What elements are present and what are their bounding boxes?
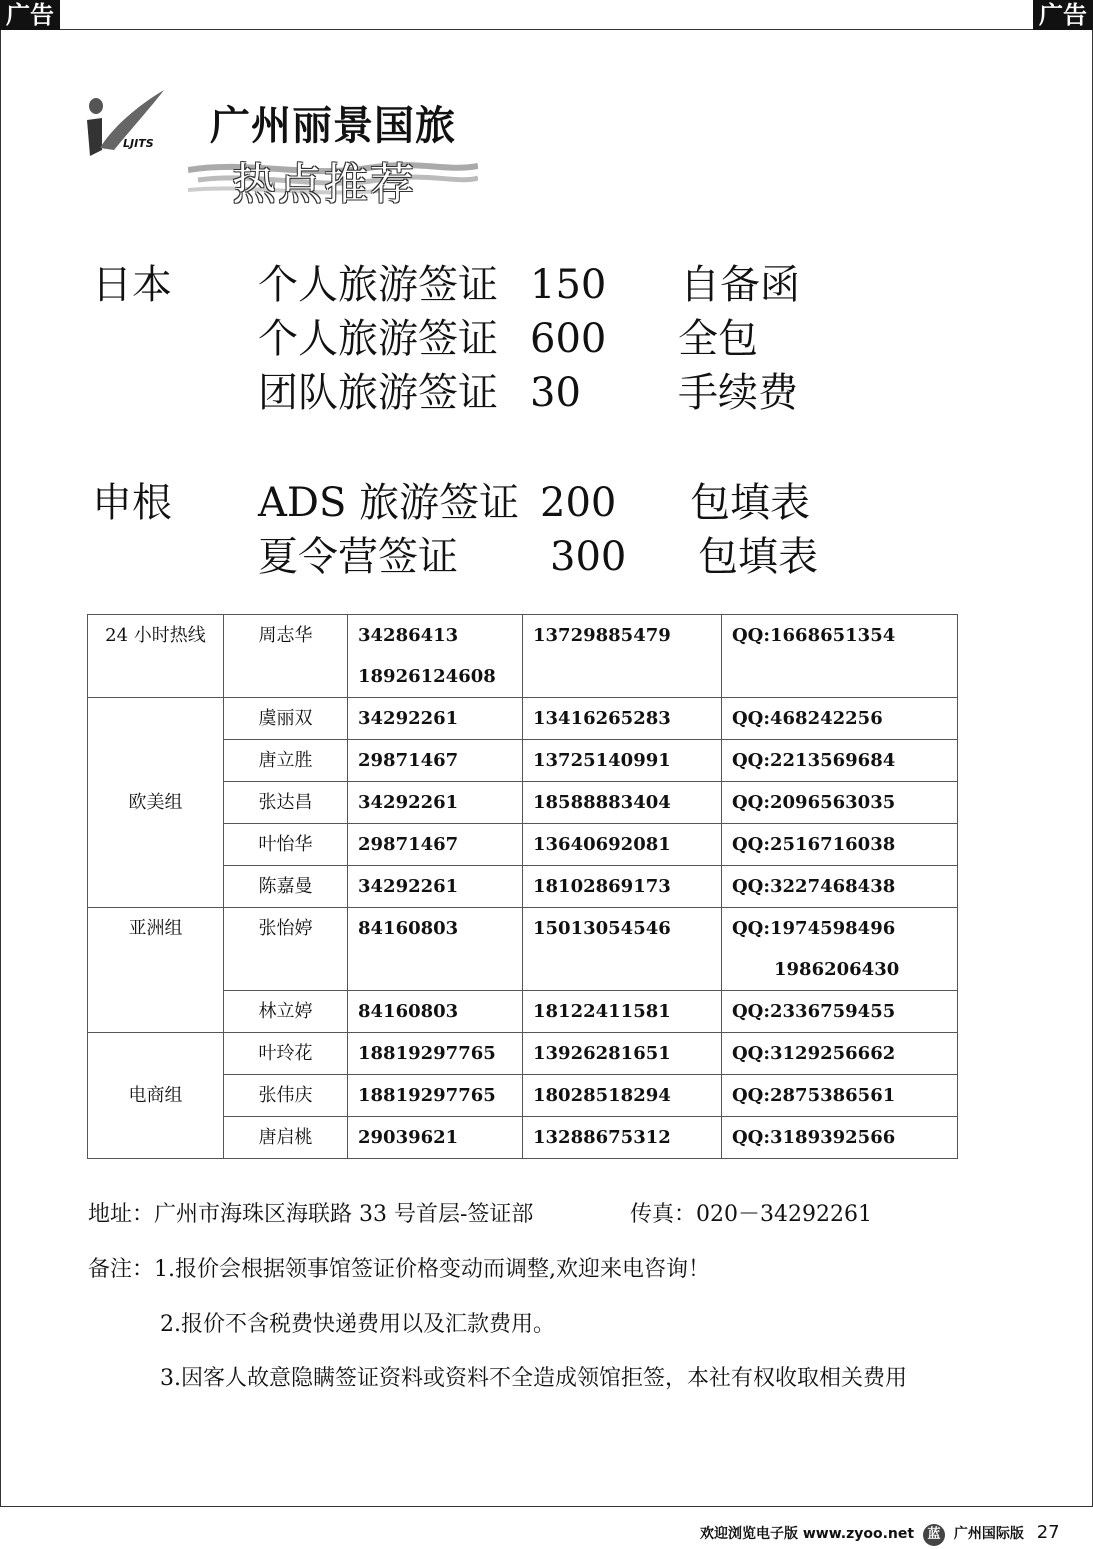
contact-name: 唐启桃: [224, 1117, 348, 1159]
contact-qq: QQ:2096563035: [722, 782, 958, 824]
contact-qq: QQ:1668651354: [722, 615, 958, 698]
note-2: 2.报价不含税费快递费用以及汇款费用。: [160, 1312, 555, 1337]
japan-price-3: 30: [530, 370, 581, 416]
contact-mobile: 18588883404: [523, 782, 722, 824]
schengen-note-2: 包填表: [698, 534, 818, 580]
contact-mobile: 13729885479: [523, 615, 722, 698]
contact-mobile: 13288675312: [523, 1117, 722, 1159]
contact-qq: QQ:2875386561: [722, 1075, 958, 1117]
contact-name: 叶玲花: [224, 1033, 348, 1075]
contact-name: 周志华: [224, 615, 348, 698]
japan-price-2: 600: [530, 316, 607, 362]
contact-name: 唐立胜: [224, 740, 348, 782]
group-asia: 亚洲组: [88, 908, 224, 1033]
footer-edition: 广州国际版: [953, 1526, 1024, 1542]
contact-qq: QQ:2516716038: [722, 824, 958, 866]
contact-phone: 34286413 18926124608: [348, 615, 523, 698]
table-row: [88, 1033, 958, 1075]
japan-item-1: 个人旅游签证: [258, 262, 498, 308]
contact-mobile: 18028518294: [523, 1075, 722, 1117]
japan-price-1: 150: [530, 262, 607, 308]
table-row: [88, 615, 958, 698]
table-row: [88, 698, 958, 740]
contact-phone: 29039621: [348, 1117, 523, 1159]
contact-mobile: 18102869173: [523, 866, 722, 908]
page-footer: [700, 1522, 1060, 1546]
company-name: 广州丽景国旅: [210, 103, 456, 149]
schengen-price-1: 200: [540, 480, 617, 526]
ad-tag-right: 广告: [1033, 0, 1093, 30]
contact-name: 虞丽双: [224, 698, 348, 740]
footer-badge-icon: 蓝: [923, 1524, 945, 1546]
contact-mobile: 13416265283: [523, 698, 722, 740]
note-1: 备注：1.报价会根据领事馆签证价格变动而调整,欢迎来电咨询！: [88, 1257, 710, 1282]
table-row: [88, 908, 958, 991]
contact-phone: 29871467: [348, 824, 523, 866]
logo-text: LJITS: [123, 137, 154, 150]
contact-mobile: 15013054546: [523, 908, 722, 991]
contacts-table: [87, 614, 958, 1159]
contact-phone: 34292261: [348, 782, 523, 824]
country-japan: 日本: [92, 262, 172, 308]
contact-name: 张伟庆: [224, 1075, 348, 1117]
contact-qq: QQ:3227468438: [722, 866, 958, 908]
ad-tag-left: 广告: [0, 0, 60, 30]
japan-note-1: 自备函: [680, 262, 800, 308]
contact-phone: 84160803: [348, 908, 523, 991]
contact-qq: QQ:468242256: [722, 698, 958, 740]
contact-phone: 18819297765: [348, 1033, 523, 1075]
contact-phone: 18819297765: [348, 1075, 523, 1117]
schengen-item-2: 夏令营签证: [258, 534, 458, 580]
contact-name: 陈嘉曼: [224, 866, 348, 908]
schengen-price-2: 300: [550, 534, 627, 580]
footer-website-text: 欢迎浏览电子版 www.zyoo.net: [700, 1526, 915, 1542]
slogan-text: 热点推荐: [232, 159, 416, 210]
country-schengen: 申根: [92, 480, 172, 526]
page-number: 27: [1036, 1522, 1060, 1543]
contact-name: 张达昌: [224, 782, 348, 824]
contact-qq: QQ:1974598496 1986206430: [722, 908, 958, 991]
contact-phone: 84160803: [348, 991, 523, 1033]
contact-mobile: 13725140991: [523, 740, 722, 782]
address-text: 地址：广州市海珠区海联路 33 号首层-签证部: [88, 1202, 534, 1227]
contact-qq: QQ:2213569684: [722, 740, 958, 782]
contact-mobile: 13926281651: [523, 1033, 722, 1075]
contact-phone: 34292261: [348, 698, 523, 740]
japan-note-3: 手续费: [678, 370, 798, 416]
contact-qq: QQ:3189392566: [722, 1117, 958, 1159]
group-europe: 欧美组: [88, 698, 224, 908]
contact-name: 张怡婷: [224, 908, 348, 991]
group-ecommerce: 电商组: [88, 1033, 224, 1159]
contact-qq: QQ:3129256662: [722, 1033, 958, 1075]
japan-item-3: 团队旅游签证: [258, 370, 498, 416]
schengen-note-1: 包填表: [690, 480, 810, 526]
contact-phone: 34292261: [348, 866, 523, 908]
contact-name: 林立婷: [224, 991, 348, 1033]
japan-item-2: 个人旅游签证: [258, 316, 498, 362]
contact-qq: QQ:2336759455: [722, 991, 958, 1033]
note-3: 3.因客人故意隐瞒签证资料或资料不全造成领馆拒签，本社有权收取相关费用: [160, 1366, 907, 1391]
fax-text: 传真：020－34292261: [630, 1202, 872, 1227]
contact-mobile: 13640692081: [523, 824, 722, 866]
contact-mobile: 18122411581: [523, 991, 722, 1033]
contact-phone: 29871467: [348, 740, 523, 782]
japan-note-2: 全包: [678, 316, 758, 362]
contact-name: 叶怡华: [224, 824, 348, 866]
schengen-item-1: ADS 旅游签证: [258, 480, 520, 526]
group-hotline: 24 小时热线: [88, 615, 224, 698]
